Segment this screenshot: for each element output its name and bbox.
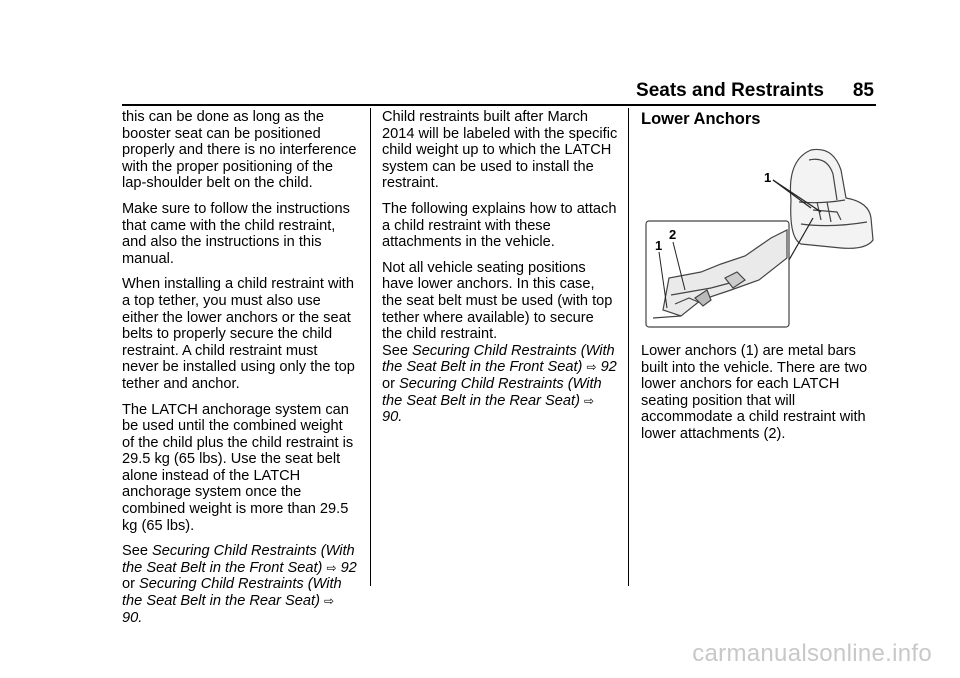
reference-page[interactable]: 92	[600, 359, 617, 376]
column-divider-1	[370, 108, 371, 586]
paragraph: The LATCH anchorage system can be used until the combined weight of the child plus the child restraint is 29.5 kg (65 lbs). Use the seat belt alone instead of the LATCH anchorage system once the combined weight is more than 29.5 kg (65 lbs).	[122, 401, 354, 534]
page-ref-icon: ⇨	[584, 393, 595, 408]
reference-page[interactable]: 92	[340, 559, 357, 576]
reference-link-rear-seat[interactable]: Securing Child Restraints (With the Seat Belt in the Rear Seat)	[122, 576, 342, 610]
paragraph: The following explains how to attach a child restraint with these attachments in the vehicle.	[382, 200, 617, 251]
page-header	[122, 80, 876, 104]
reference-page[interactable]: 90.	[382, 409, 403, 426]
page-ref-icon: ⇨	[326, 560, 337, 575]
label-2-inset: 2	[669, 227, 677, 242]
paragraph: Lower anchors (1) are metal bars built into the vehicle. There are two lower anchors for each LATCH seating position that will accommodate a child restraint with lower attachments (2).	[641, 343, 868, 442]
reference-link-front-seat[interactable]: Securing Child Restraints (With the Seat Belt in the Front Seat)	[382, 342, 615, 376]
header-rule	[122, 104, 876, 106]
lower-anchors-figure	[641, 140, 877, 336]
see-label: See	[122, 543, 148, 560]
or-label: or	[122, 576, 135, 593]
cross-reference	[122, 543, 358, 626]
page-number: 85	[852, 80, 874, 101]
text-column-1	[122, 109, 358, 635]
text-column-2	[382, 109, 618, 426]
reference-page[interactable]: 90.	[122, 609, 143, 626]
section-title: Seats and Restraints	[636, 80, 824, 101]
label-1-main: 1	[764, 170, 772, 185]
section-heading: Lower Anchors	[641, 110, 761, 128]
paragraph: When installing a child restraint with a top tether, you must also use either the lower anchors or the seat belts to properly secure the child restraint. A child restraint must never be installed using only the top tether and anchor.	[122, 276, 355, 392]
page-ref-icon: ⇨	[586, 360, 597, 375]
reference-link-front-seat[interactable]: Securing Child Restraints (With the Seat Belt in the Front Seat)	[122, 543, 355, 576]
paragraph: this can be done as long as the booster seat can be positioned properly and there is no interference with the proper positioning of the lap-shoulder belt on the child.	[122, 109, 357, 192]
watermark-text: carmanualsonline.info	[692, 640, 932, 667]
text-column-3	[641, 343, 877, 452]
see-label: See	[382, 342, 408, 359]
reference-link-rear-seat[interactable]: Securing Child Restraints (With the Seat Belt in the Rear Seat)	[382, 375, 602, 409]
lower-anchors-illustration	[641, 140, 877, 336]
or-label: or	[382, 375, 395, 392]
column-divider-2	[628, 108, 629, 586]
label-1-inset: 1	[655, 238, 663, 253]
paragraph: Not all vehicle seating positions have lower anchors. In this case, the seat belt must be used (with top tether where available) to secure the child restraint. See Securing Child Restraints (With the Seat Belt in the Front Seat) ⇨ 92 or Securing Child Restraints (With the Seat Belt in the Rear Seat) ⇨ 90.	[382, 259, 617, 426]
page-ref-icon: ⇨	[324, 594, 335, 609]
car-seat-drawing	[790, 149, 873, 248]
paragraph: Child restraints built after March 2014 will be labeled with the specific child weight up to which the LATCH system can be used to install the restraint.	[382, 109, 618, 192]
paragraph: Make sure to follow the instructions that came with the child restraint, and also the instructions in this manual.	[122, 200, 350, 267]
